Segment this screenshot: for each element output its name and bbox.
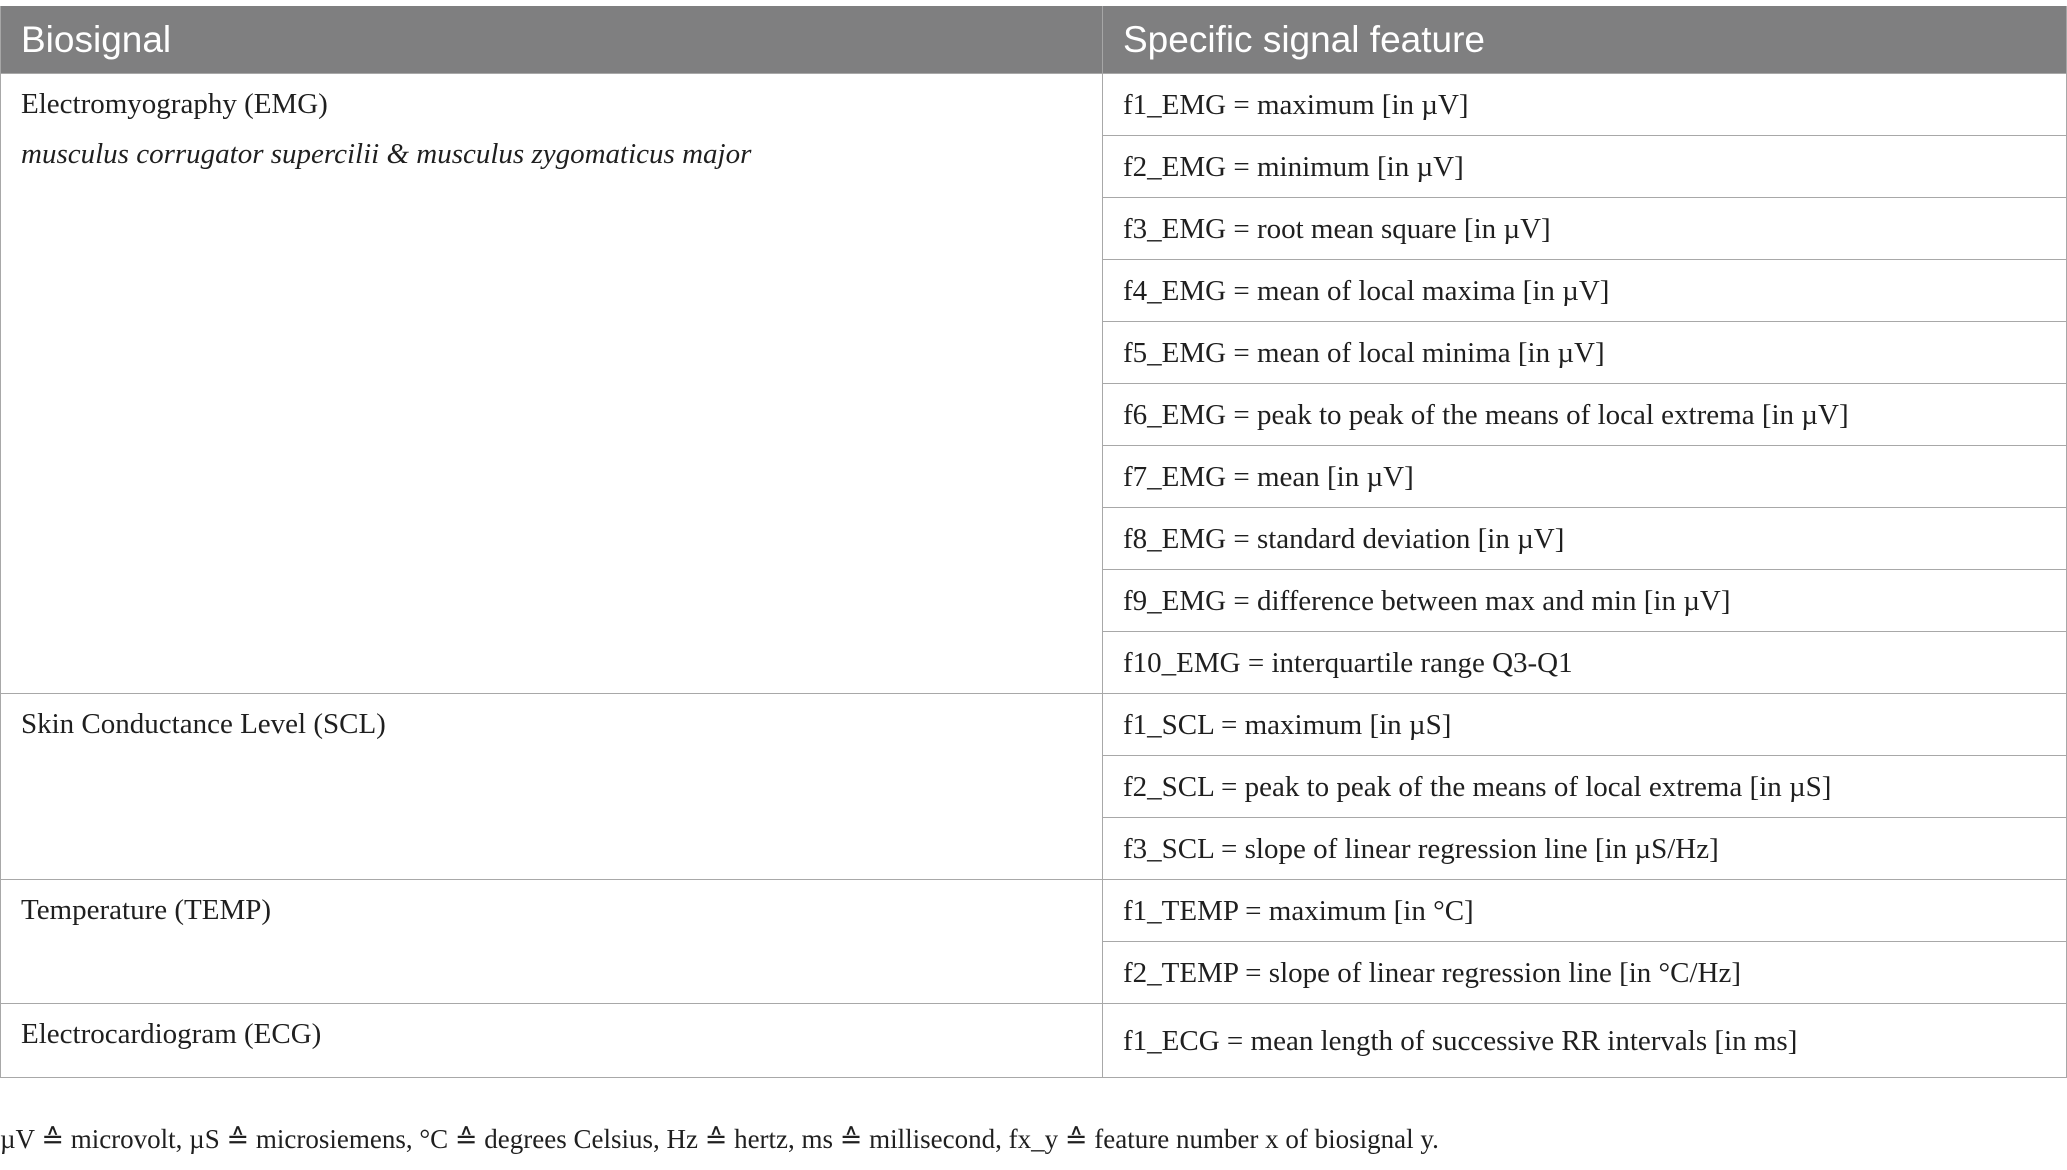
table-row — [1, 1004, 2067, 1078]
feature-cell: f10_EMG = interquartile range Q3-Q1 — [1103, 632, 2067, 694]
biosignal-name: Electrocardiogram (ECG) — [21, 1018, 322, 1050]
features-table — [0, 6, 2067, 1078]
table-body — [1, 74, 2067, 1078]
feature-cell: f2_EMG = minimum [in µV] — [1103, 136, 2067, 198]
table-row — [1, 880, 2067, 942]
biosignal-cell — [1, 694, 1103, 880]
biosignal-name: Temperature (TEMP) — [21, 894, 272, 926]
biosignal-name: Skin Conductance Level (SCL) — [21, 708, 386, 740]
feature-cell: f7_EMG = mean [in µV] — [1103, 446, 2067, 508]
feature-cell: f3_SCL = slope of linear regression line [in µS/Hz] — [1103, 818, 2067, 880]
table-row — [1, 694, 2067, 756]
feature-cell: f2_TEMP = slope of linear regression line [in °C/Hz] — [1103, 942, 2067, 1004]
feature-cell: f1_TEMP = maximum [in °C] — [1103, 880, 2067, 942]
header-biosignal: Biosignal — [1, 6, 1103, 74]
feature-cell: f1_ECG = mean length of successive RR intervals [in ms] — [1103, 1004, 2067, 1078]
feature-cell: f9_EMG = difference between max and min [in µV] — [1103, 570, 2067, 632]
biosignal-cell — [1, 880, 1103, 1004]
table-row — [1, 74, 2067, 136]
feature-cell: f2_SCL = peak to peak of the means of local extrema [in µS] — [1103, 756, 2067, 818]
header-signal-feature: Specific signal feature — [1103, 6, 2067, 74]
biosignal-cell — [1, 1004, 1103, 1078]
feature-cell: f1_EMG = maximum [in µV] — [1103, 74, 2067, 136]
biosignal-subtitle: musculus corrugator supercilii & musculus zygomaticus major — [21, 138, 752, 170]
feature-cell: f4_EMG = mean of local maxima [in µV] — [1103, 260, 2067, 322]
header-row — [1, 6, 2067, 74]
feature-cell: f3_EMG = root mean square [in µV] — [1103, 198, 2067, 260]
feature-cell: f6_EMG = peak to peak of the means of local extrema [in µV] — [1103, 384, 2067, 446]
table-footnote: µV ≙ microvolt, µS ≙ microsiemens, °C ≙ degrees Celsius, Hz ≙ hertz, ms ≙ millisecond, fx_y ≙ feature number x of biosignal y. — [0, 1124, 1439, 1154]
biosignal-cell — [1, 74, 1103, 694]
feature-cell: f8_EMG = standard deviation [in µV] — [1103, 508, 2067, 570]
feature-cell: f1_SCL = maximum [in µS] — [1103, 694, 2067, 756]
feature-cell: f5_EMG = mean of local minima [in µV] — [1103, 322, 2067, 384]
biosignal-name: Electromyography (EMG) — [21, 88, 328, 120]
